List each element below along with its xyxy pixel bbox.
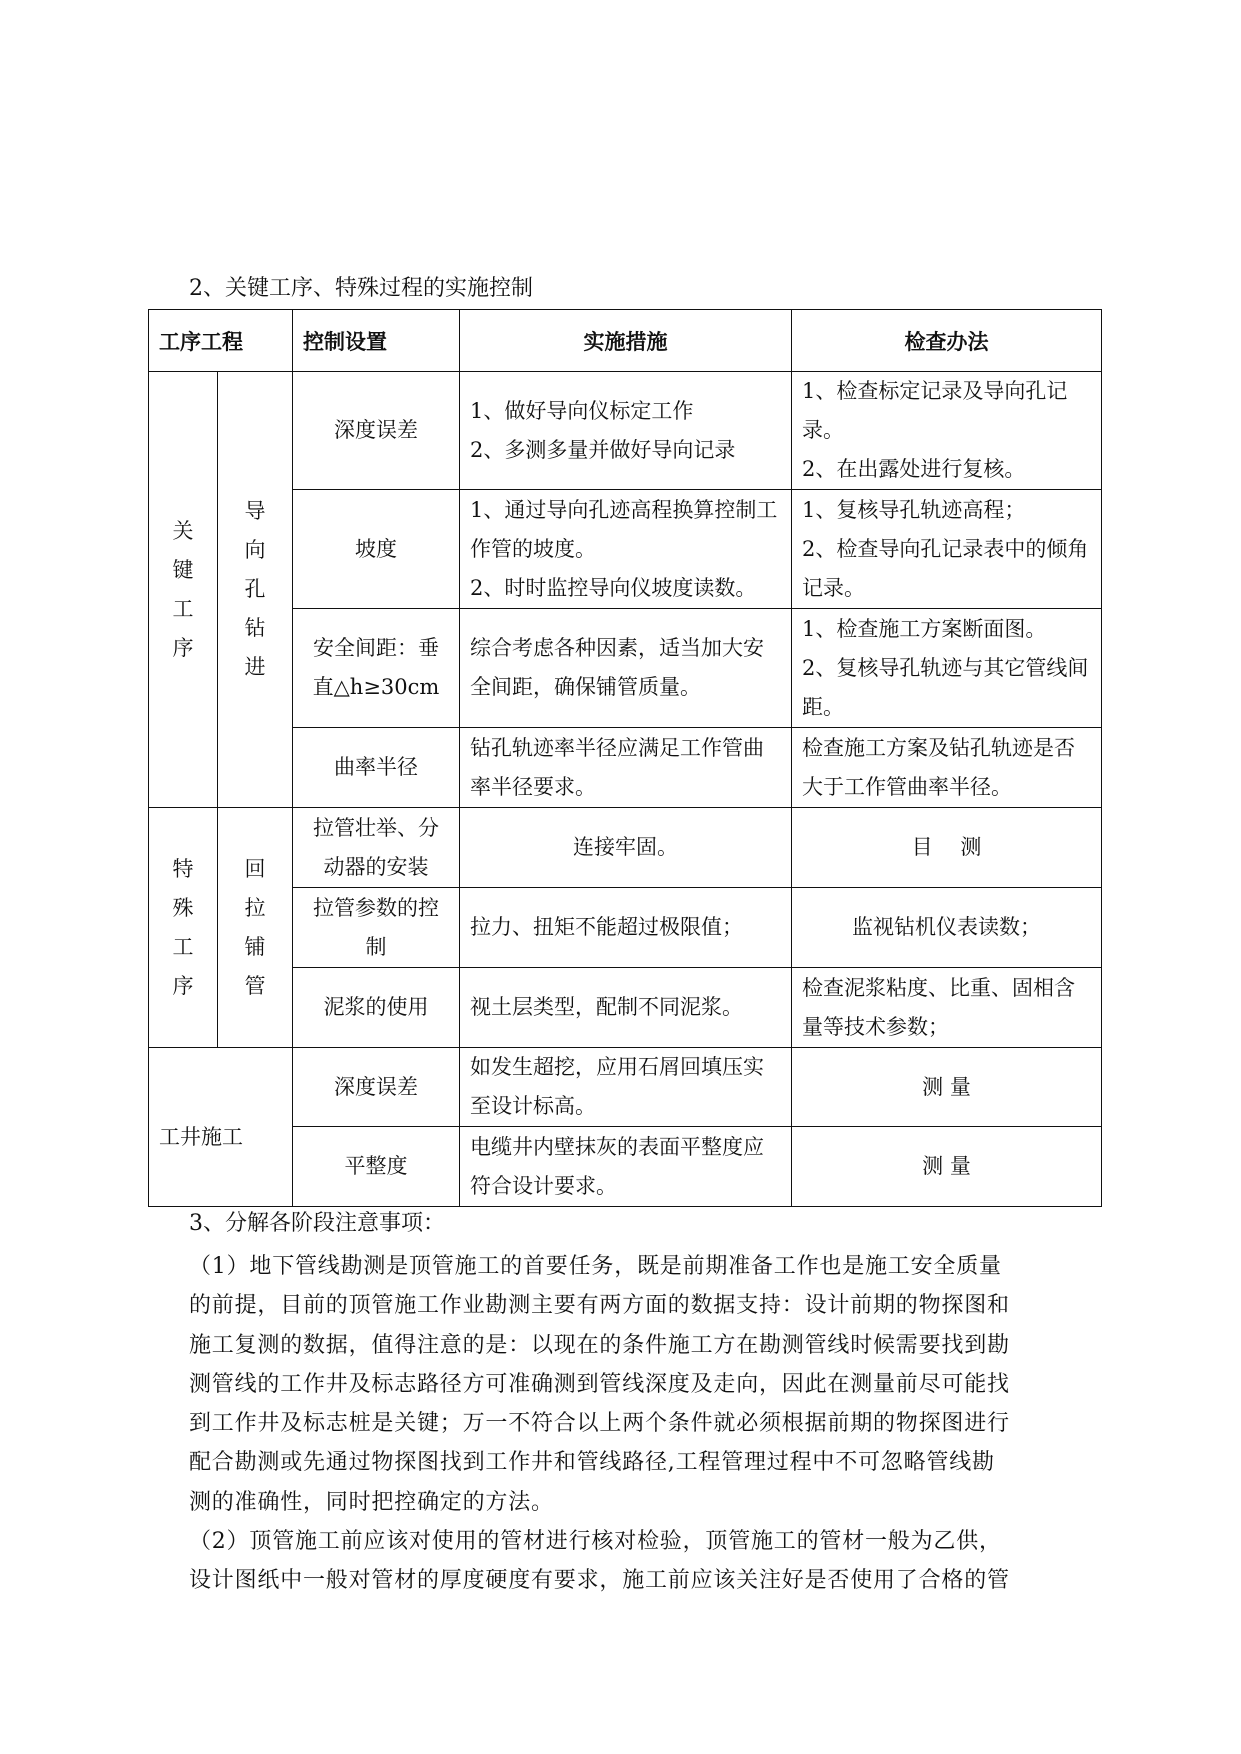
group-pullback: 回 拉 铺 管 xyxy=(218,808,293,1048)
paragraph-line: 到工作井及标志桩是关键；万一不符合以上两个条件就必须根据前期的物探图进行 xyxy=(189,1411,1010,1437)
header-control: 控制设置 xyxy=(293,310,460,372)
control-cell: 深度误差 xyxy=(293,372,460,490)
control-cell: 坡度 xyxy=(293,490,460,609)
check-cell: 测 量 xyxy=(792,1127,1102,1207)
check-cell: 检查施工方案及钻孔轨迹是否大于工作管曲率半径。 xyxy=(792,728,1102,808)
measure-cell: 视土层类型，配制不同泥浆。 xyxy=(460,968,792,1048)
table-row xyxy=(149,372,1102,490)
control-cell: 平整度 xyxy=(293,1127,460,1207)
section-2-heading: 2、关键工序、特殊过程的实施控制 xyxy=(189,276,533,301)
paragraph-line: 测管线的工作井及标志路径方可准确测到管线深度及走向，因此在测量前尽可能找 xyxy=(189,1371,1010,1397)
header-measure: 实施措施 xyxy=(460,310,792,372)
group-key-process: 关 键 工 序 xyxy=(149,372,218,808)
header-process: 工序工程 xyxy=(149,310,293,372)
paragraph-line: 的前提，目前的顶管施工作业勘测主要有两方面的数据支持：设计前期的物探图和 xyxy=(189,1293,1010,1319)
measure-cell: 1、通过导向孔迹高程换算控制工作管的坡度。 2、时时监控导向仪坡度读数。 xyxy=(460,490,792,609)
control-cell: 拉管参数的控制 xyxy=(293,888,460,968)
measure-cell: 1、做好导向仪标定工作 2、多测多量并做好导向记录 xyxy=(460,372,792,490)
measure-cell: 如发生超挖，应用石屑回填压实至设计标高。 xyxy=(460,1048,792,1127)
control-table xyxy=(148,309,1102,1207)
measure-cell: 电缆井内壁抹灰的表面平整度应符合设计要求。 xyxy=(460,1127,792,1207)
check-cell: 1、检查施工方案断面图。 2、复核导孔轨迹与其它管线间距。 xyxy=(792,609,1102,728)
check-cell: 1、检查标定记录及导向孔记录。 2、在出露处进行复核。 xyxy=(792,372,1102,490)
table-row xyxy=(149,808,1102,888)
paragraph-line: （2）顶管施工前应该对使用的管材进行核对检验，顶管施工的管材一般为乙供， xyxy=(189,1529,1002,1555)
section-3-heading: 3、分解各阶段注意事项： xyxy=(189,1211,445,1236)
control-cell: 曲率半径 xyxy=(293,728,460,808)
control-cell: 安全间距：垂直△h≥30cm xyxy=(293,609,460,728)
measure-cell: 钻孔轨迹率半径应满足工作管曲率半径要求。 xyxy=(460,728,792,808)
control-cell: 泥浆的使用 xyxy=(293,968,460,1048)
measure-cell: 连接牢固。 xyxy=(460,808,792,888)
measure-cell: 综合考虑各种因素，适当加大安全间距，确保铺管质量。 xyxy=(460,609,792,728)
check-cell: 目 测 xyxy=(792,808,1102,888)
control-cell: 深度误差 xyxy=(293,1048,460,1127)
check-cell: 1、复核导孔轨迹高程； 2、检查导向孔记录表中的倾角记录。 xyxy=(792,490,1102,609)
check-cell: 监视钻机仪表读数； xyxy=(792,888,1102,968)
paragraph-line: 配合勘测或先通过物探图找到工作井和管线路径,工程管理过程中不可忽略管线勘 xyxy=(189,1450,995,1476)
check-cell: 测 量 xyxy=(792,1048,1102,1127)
measure-cell: 拉力、扭矩不能超过极限值； xyxy=(460,888,792,968)
group-pilot-drilling: 导 向 孔 钻 进 xyxy=(218,372,293,808)
paragraph-line: （1）地下管线勘测是顶管施工的首要任务，既是前期准备工作也是施工安全质量 xyxy=(189,1254,1002,1279)
header-check: 检查办法 xyxy=(792,310,1102,372)
control-cell: 拉管壮举、分动器的安装 xyxy=(293,808,460,888)
paragraph-1 xyxy=(189,1247,1029,1601)
paragraph-line: 测的准确性，同时把控确定的方法。 xyxy=(189,1489,554,1515)
table-header-row xyxy=(149,310,1102,372)
paragraph-line: 施工复测的数据，值得注意的是：以现在的条件施工方在勘测管线时候需要找到勘 xyxy=(189,1332,1010,1358)
paragraph-line: 设计图纸中一般对管材的厚度硬度有要求，施工前应该关注好是否使用了合格的管 xyxy=(189,1568,1010,1594)
table-row xyxy=(149,1048,1102,1127)
group-special-process: 特 殊 工 序 xyxy=(149,808,218,1048)
check-cell: 检查泥浆粘度、比重、固相含量等技术参数； xyxy=(792,968,1102,1048)
group-well-construction: 工井施工 xyxy=(149,1048,293,1207)
